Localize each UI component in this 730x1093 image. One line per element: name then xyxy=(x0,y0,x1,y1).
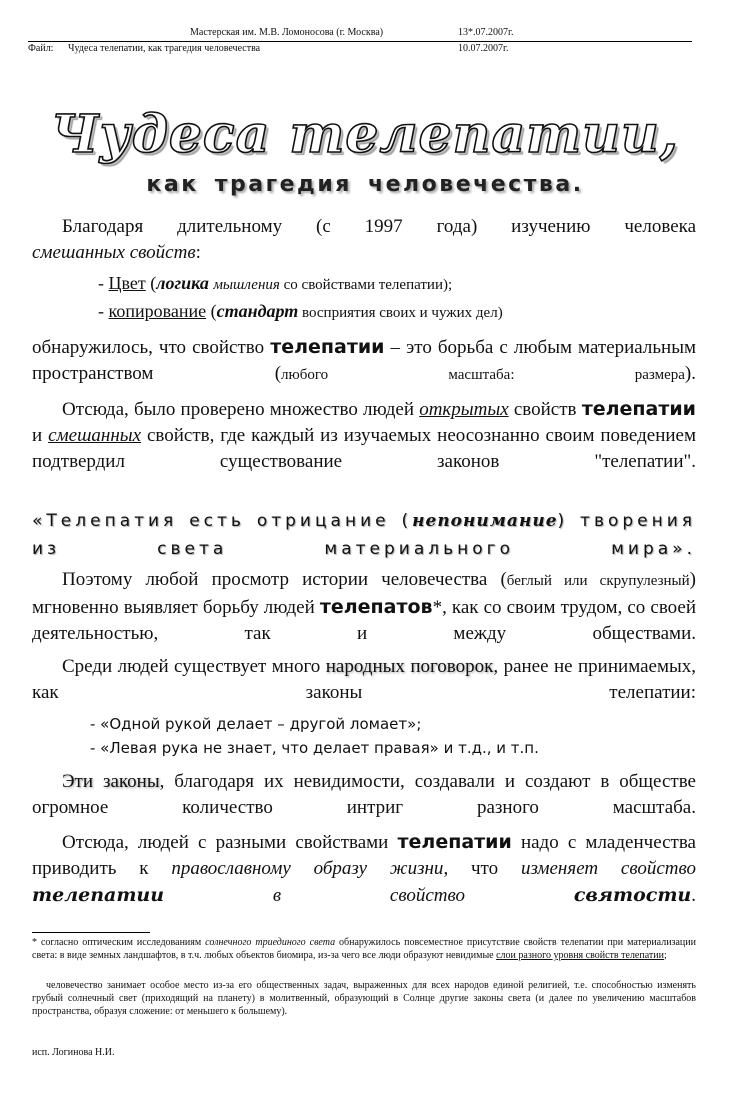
list-dash: - xyxy=(98,301,104,321)
colon-text: : xyxy=(195,242,201,263)
header-date-2: 10.07.2007г. xyxy=(458,43,509,54)
list-item xyxy=(98,273,452,294)
fn-underline: слои разного уровня свойств телепатии xyxy=(496,950,664,961)
p3-text-g: свойств, где каждый из изучаемых неосознанно своим поведением подтвердил существование законов "телепатии". xyxy=(32,425,696,472)
mixed-properties-text: смешанных свойств xyxy=(32,242,196,263)
p2-text-a: обнаружилось, что свойство xyxy=(32,337,271,358)
paragraph-7 xyxy=(32,829,696,909)
p4-text-c: ) мгновенно выявляет борьбу людей xyxy=(32,569,696,618)
paragraph-6 xyxy=(32,769,696,821)
paragraph-1-text: Благодаря длительному (с 1997 года) изучению человека xyxy=(62,216,696,237)
footnote-rule xyxy=(32,932,150,933)
telepathy-bold: телепатии xyxy=(581,398,696,420)
quote-italic: непонимание xyxy=(412,511,558,531)
these-laws: Эти законы xyxy=(62,771,160,792)
paragraph-5 xyxy=(32,654,696,706)
header-rule xyxy=(28,41,692,42)
list-item: - «Одной рукой делает – другой ломает»; xyxy=(90,715,422,733)
list-rest: со свойствами телепатии); xyxy=(279,277,453,293)
p4-text-b: беглый или скрупулезный xyxy=(506,573,690,589)
paragraph-3 xyxy=(32,396,696,475)
p7-text-c: надо с младенчества приводить к xyxy=(32,832,696,879)
telepathy-bold-italic: телепатии xyxy=(32,884,165,906)
fn-italic: солнечного триединого света xyxy=(205,937,336,948)
p4-text-e: *, как со своим трудом, со своей деятельностью, так и между обществами. xyxy=(32,597,696,644)
p4-text-a: Поэтому любой просмотр истории человечества ( xyxy=(62,569,507,590)
list-bold: логика xyxy=(156,273,209,293)
telepathy-quote xyxy=(32,507,696,563)
p2-text-d: любого масштаба: размера xyxy=(281,367,685,383)
folk-sayings: народных поговорок xyxy=(325,656,494,677)
holiness-bold-italic: святости xyxy=(573,884,692,906)
list-paren: ( xyxy=(206,301,217,321)
list-rest: восприятия своих и чужих дел) xyxy=(298,305,503,321)
list-paren: ( xyxy=(145,273,157,293)
telepathy-bold: телепатии xyxy=(397,831,512,853)
header-workshop: Мастерская им. М.В. Ломоносова (г. Москва) xyxy=(190,27,384,38)
header-file-name: Чудеса телепатии, как трагедия человечества xyxy=(68,43,261,54)
list-item xyxy=(98,301,503,322)
fn-text-c: обнаружилось повсеместное присутствие свойств телепатии при материализации света: в виде земных ландшафтов, в т.ч. любых объектов биомира, из-за чего все люди образуют невидимые xyxy=(32,937,696,961)
quote-open: « xyxy=(32,511,47,531)
header-date-1: 13*.07.2007г. xyxy=(458,27,514,38)
telepathy-bold: телепатии xyxy=(270,336,385,358)
header-file-label: Файл: xyxy=(28,43,54,54)
orthodox-life: православному образу жизни xyxy=(171,858,444,879)
document-subtitle: как трагедия человечества. xyxy=(146,172,584,197)
quote-text-e: ) творения из света материального мира». xyxy=(32,511,697,559)
list-item: - «Левая рука не знает, что делает правая» и т.д., и т.п. xyxy=(90,739,539,757)
list-dash: - xyxy=(98,273,104,293)
list-italic: мышления xyxy=(213,277,280,293)
p2-text-c: – это борьба с любым материальным пространством ( xyxy=(32,337,696,384)
p3-text-a: Отсюда, было проверено множество людей xyxy=(62,399,420,420)
telepaths-bold: телепатов xyxy=(319,596,433,618)
p7-text-f: изменяет свойство xyxy=(520,858,696,879)
p7-text-a: Отсюда, людей с разными свойствами xyxy=(62,832,398,853)
p7-text-h: в свойство xyxy=(164,885,574,906)
p7-text-j: . xyxy=(691,885,696,906)
signature: исп. Логинова Н.И. xyxy=(32,1047,115,1058)
quote-word: Телепатия xyxy=(46,511,178,531)
list-bold: стандарт xyxy=(216,301,299,321)
p5-text-a: Среди людей существует много xyxy=(62,656,326,677)
quote-text-c: есть отрицание ( xyxy=(177,511,413,531)
p6-text-b: , благодаря их невидимости, создавали и создают в обществе огромное количество интриг разного масштаба. xyxy=(32,771,696,818)
paragraph-1-continued xyxy=(32,240,696,266)
fn-text-a: * согласно оптическим исследованиям xyxy=(32,937,206,948)
p7-text-e: , что xyxy=(443,858,521,879)
p5-text-c: , ранее не принимаемых, как законы телепатии: xyxy=(32,656,696,703)
paragraph-2 xyxy=(32,334,696,388)
p2-text-e: ). xyxy=(684,363,696,384)
mixed-italic: смешанных xyxy=(48,425,142,446)
open-italic: открытых xyxy=(419,399,509,420)
footnote-2: человечество занимает особое место из-за его общественных задач, выраженных для всех народов единой религией, т.е. способностью изменять грубый солнечный свет (приходящий на планету) в молитвенный, образующий в Солнце другие законы света (и далее по увеличению масштабов пространства, образуя сложение: от меньшего к большему). xyxy=(32,980,696,1017)
footnote-1 xyxy=(32,936,696,962)
list-term: Цвет xyxy=(108,273,146,293)
p3-text-e: и xyxy=(32,425,49,446)
p3-text-c: свойств xyxy=(508,399,582,420)
paragraph-1 xyxy=(32,214,696,240)
fn-text-e: ; xyxy=(663,950,667,961)
paragraph-4 xyxy=(32,567,696,647)
document-title: Чудеса телепатии, xyxy=(51,104,679,165)
list-term: копирование xyxy=(108,301,207,321)
